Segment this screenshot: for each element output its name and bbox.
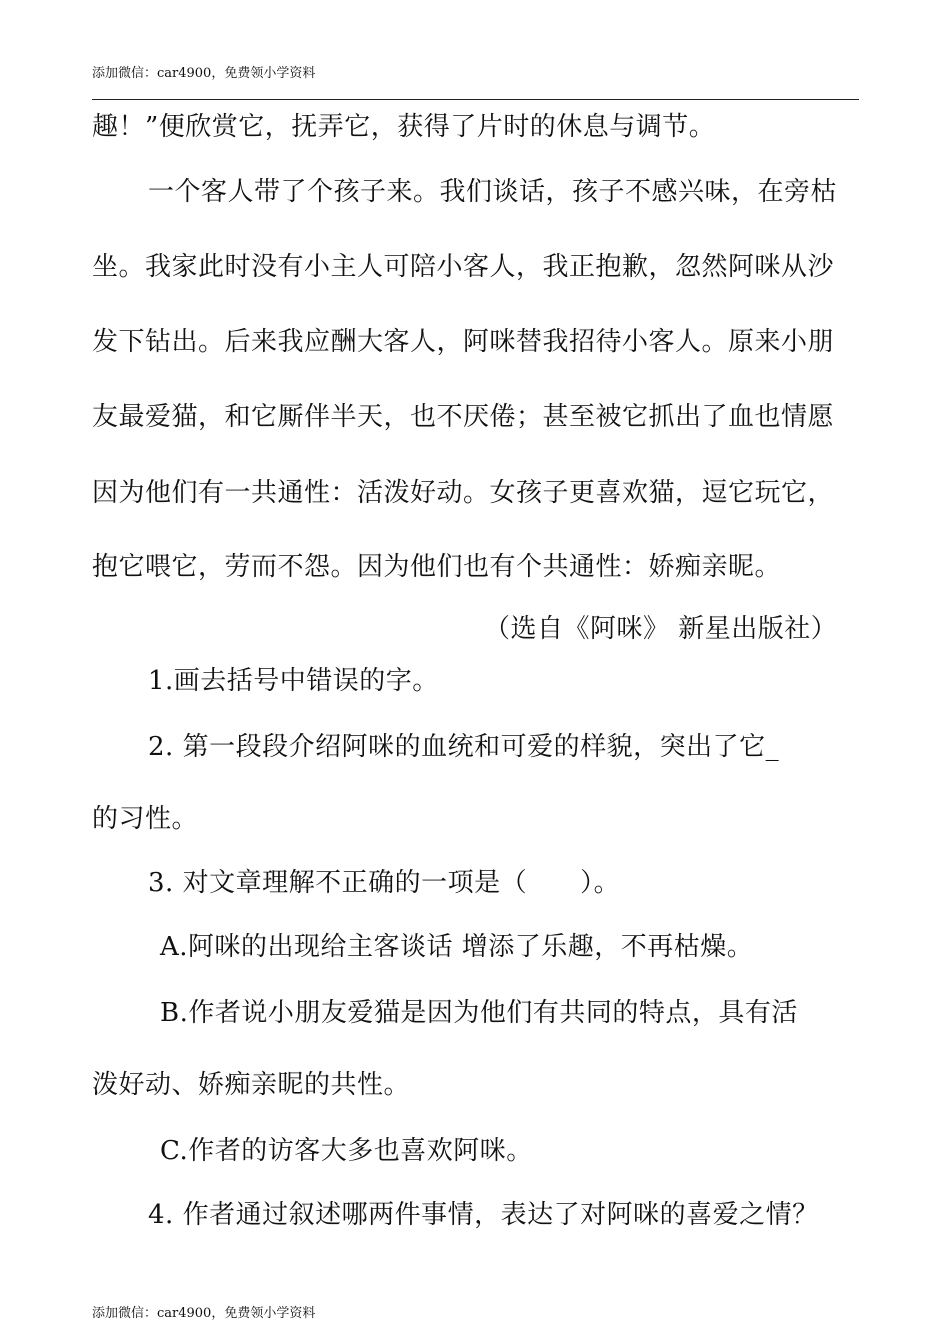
question-2-line-2: 的习性。	[92, 804, 199, 834]
page-header-note: 添加微信：car4900，免费领小学资料	[92, 66, 316, 81]
passage-line-3: 坐。我家此时没有小主人可陪小客人，我正抱歉，忽然阿咪从沙	[92, 252, 835, 282]
question-1: 1.画去括号中错误的字。	[148, 666, 439, 696]
passage-line-2: 一个客人带了个孩子来。我们谈话，孩子不感兴味，在旁枯	[148, 177, 838, 207]
passage-line-6: 因为他们有一共通性：活泼好动。女孩子更喜欢猫，逗它玩它，	[92, 478, 835, 508]
question-3-option-b-line-2: 泼好动、娇痴亲昵的共性。	[92, 1070, 411, 1100]
passage-line-5: 友最爱猫，和它厮伴半天，也不厌倦；甚至被它抓出了血也情愿	[92, 402, 835, 432]
header-divider	[92, 99, 859, 100]
passage-line-7: 抱它喂它，劳而不怨。因为他们也有个共通性：娇痴亲昵。	[92, 552, 782, 582]
question-3-option-b-line-1: B.作者说小朋友爱猫是因为他们有共同的特点，具有活	[160, 998, 798, 1028]
question-3-option-c: C.作者的访客大多也喜欢阿咪。	[160, 1136, 533, 1166]
page-footer-note: 添加微信：car4900，免费领小学资料	[92, 1306, 316, 1321]
passage-line-1: 趣！”便欣赏它，抚弄它，获得了片时的休息与调节。	[92, 112, 716, 142]
question-3-option-a: A.阿咪的出现给主客谈话 增添了乐趣，不再枯燥。	[160, 932, 754, 962]
question-2-line-1: 2. 第一段段介绍阿咪的血统和可爱的样貌，突出了它_	[148, 732, 780, 762]
question-3: 3. 对文章理解不正确的一项是（ ）。	[148, 868, 621, 898]
passage-line-4: 发下钻出。后来我应酬大客人，阿咪替我招待小客人。原来小朋	[92, 327, 835, 357]
question-4: 4. 作者通过叙述哪两件事情，表达了对阿咪的喜爱之情？	[148, 1200, 819, 1230]
passage-source: （选自《阿咪》 新星出版社）	[484, 614, 838, 644]
